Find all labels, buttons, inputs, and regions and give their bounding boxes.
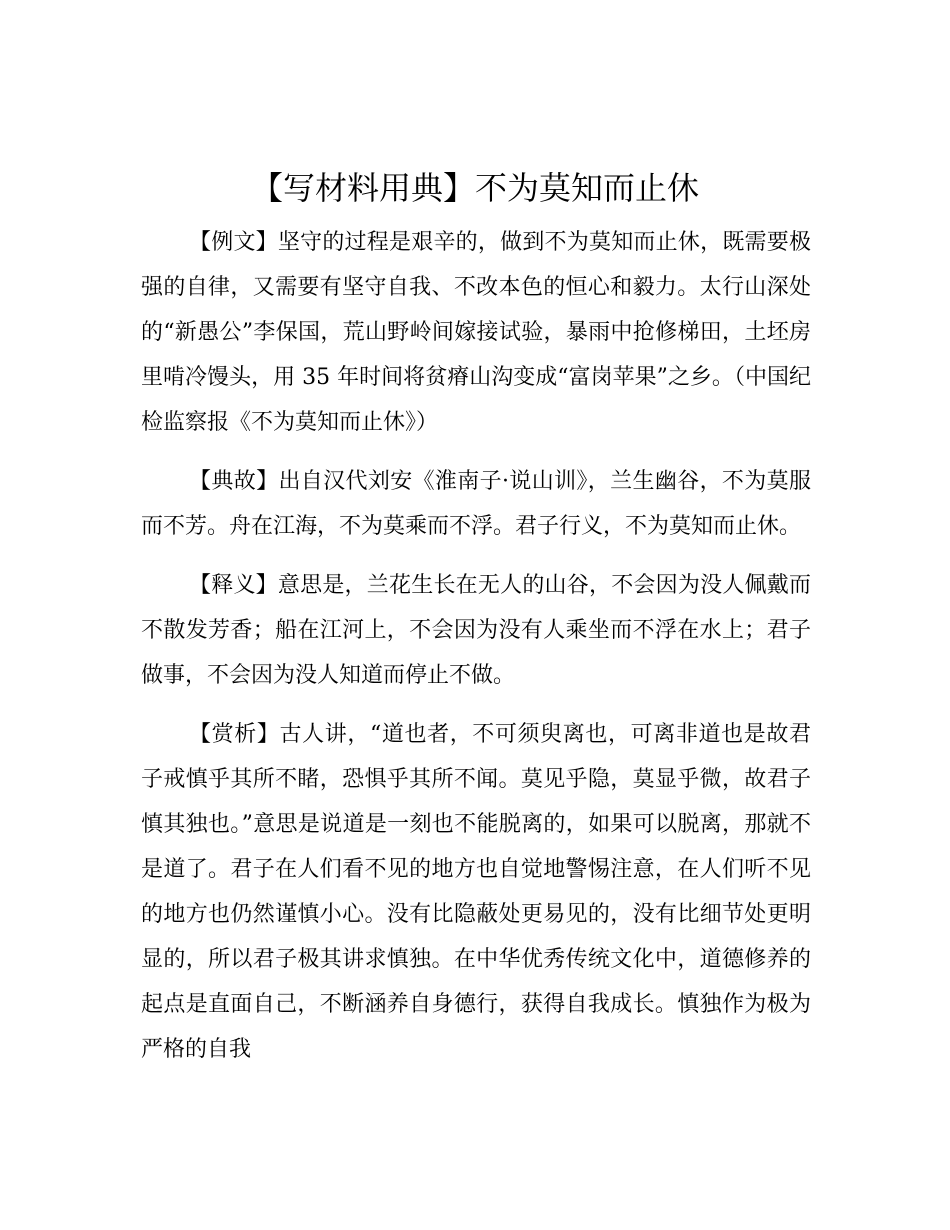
paragraph-label: 【赏析】 xyxy=(189,722,280,747)
paragraph-text: 古人讲，“道也者，不可须臾离也，可离非道也是故君子戒慎乎其所不睹，恐惧乎其所不闻。莫见乎隐，莫显乎微，故君子慎其独也。”意思是说道是一刻也不能脱离的，如果可以脱离，那就不是道了。君子在人们看不见的地方也自觉地警惕注意，在人们听不见的地方也仍然谨慎小心。没有比隐蔽处更易见的，没有比细节处更明显的，所以君子极其讲求慎独。在中华优秀传统文化中，道德修养的起点是直面自己，不断涵养自身德行，获得自我成长。慎独作为极为严格的自我 xyxy=(141,722,811,1062)
paragraph-text: 意思是，兰花生长在无人的山谷，不会因为没人佩戴而不散发芳香；船在江河上，不会因为没有人乘坐而不浮在水上；君子做事，不会因为没人知道而停止不做。 xyxy=(141,573,811,688)
paragraph-label: 【典故】 xyxy=(189,469,279,494)
paragraph-label: 【例文】 xyxy=(189,230,278,255)
paragraph-text: 坚守的过程是艰辛的，做到不为莫知而止休，既需要极强的自律，又需要有坚守自我、不改本色的恒心和毅力。太行山深处的“新愚公”李保国，荒山野岭间嫁接试验，暴雨中抢修梯田，土坯房里啃冷馒头，用 35 年时间将贫瘠山沟变成“富岗苹果”之乡。（中国纪检监察报《不为莫知而止休》） xyxy=(141,230,811,435)
paragraph-appreciation xyxy=(141,712,811,1072)
paragraph-allusion xyxy=(141,459,811,549)
paragraph-text: 出自汉代刘安《淮南子·说山训》，兰生幽谷，不为莫服而不芳。舟在江海，不为莫乘而不浮。君子行义，不为莫知而止休。 xyxy=(141,469,811,539)
document-body xyxy=(141,220,811,1086)
paragraph-example xyxy=(141,220,811,445)
document-title: 【写材料用典】不为莫知而止休 xyxy=(250,169,699,207)
paragraph-label: 【释义】 xyxy=(189,573,278,598)
paragraph-interpretation xyxy=(141,563,811,698)
